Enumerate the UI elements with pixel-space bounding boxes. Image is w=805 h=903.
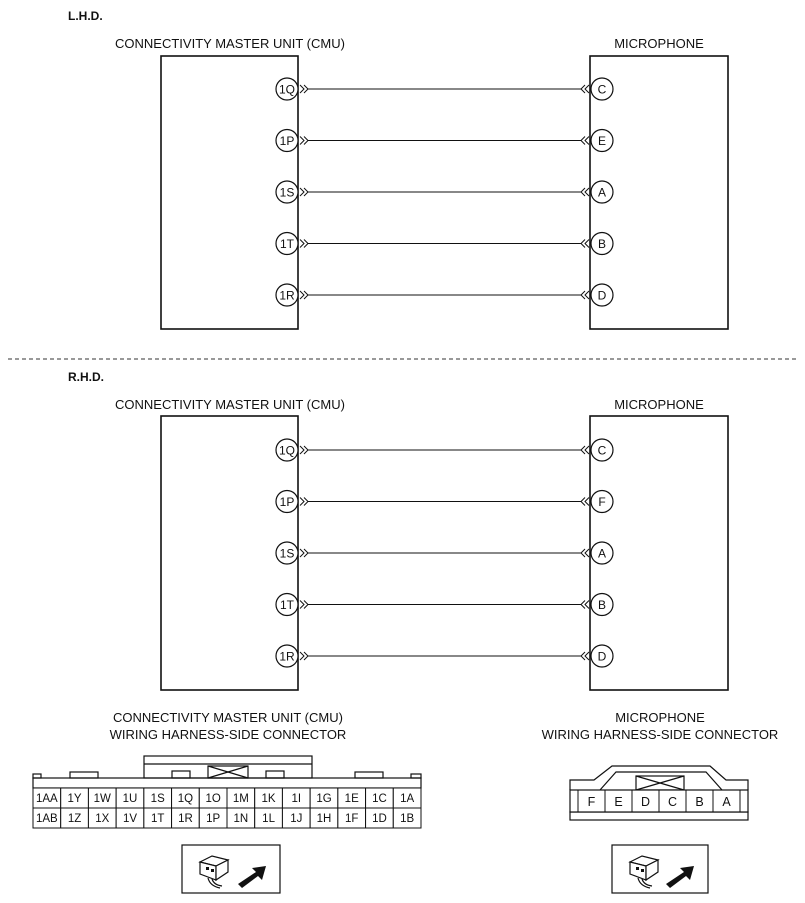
cmu-connector-pin-label: 1Z [67,813,82,825]
cmu-connector-pin-label: 1M [232,793,249,805]
mic-connector-pin-label: B [695,795,704,809]
cmu-pin-label: 1R [279,288,295,303]
rhd-wires [276,439,613,667]
cmu-pin-label: 1P [279,495,295,509]
cmu-connector-pin-label: 1T [151,813,165,825]
cmu-connector-pin-label: 1B [400,813,415,825]
cmu-pin-label: 1P [279,134,295,148]
cmu-connector-pin-label: 1J [290,813,303,825]
mic-connector-pin-label: A [722,795,731,809]
lhd-cmu-title: CONNECTIVITY MASTER UNIT (CMU) [115,36,345,51]
lhd-wires [276,78,613,306]
rhd-section [68,370,728,690]
wire-row [276,130,613,152]
wire-row [276,491,613,513]
cmu-connector-pin-label: 1W [93,793,111,805]
cmu-connector-pin-label: 1F [345,813,359,825]
cmu-connector-housing [33,756,421,788]
cmu-connector-pin-label: 1E [344,793,359,805]
mic-connector-pin-label: E [614,795,623,809]
cmu-connector-pin-label: 1G [316,793,332,805]
mic-pin-label: B [597,237,607,251]
wire-row [276,594,613,616]
rhd-cmu-title: CONNECTIVITY MASTER UNIT (CMU) [115,397,345,412]
cmu-connector-pin-label: 1L [262,813,275,825]
terminal-chevron-icon [300,652,308,660]
wire-row [276,233,613,255]
terminal-chevron-icon [581,498,589,506]
cmu-connector-title-line2: WIRING HARNESS-SIDE CONNECTOR [109,727,347,742]
lhd-mic-title: MICROPHONE [614,36,704,51]
cmu-connector-pin-label: 1AA [35,793,58,805]
cmu-connector-pin-label: 1K [261,793,276,805]
cmu-connector-icon-frame [182,845,280,893]
terminal-chevron-icon [581,652,589,660]
cmu-connector-pin-label: 1H [316,813,332,825]
wire-row [276,645,613,667]
cmu-connector-pin-label: 1X [95,813,110,825]
cmu-connector-pin-label: 1U [122,793,138,805]
terminal-chevron-icon [300,446,308,454]
terminal-chevron-icon [300,188,308,196]
cmu-pin-label: 1Q [278,443,296,458]
terminal-chevron-icon [581,240,589,248]
terminal-chevron-icon [581,188,589,196]
wire-row [276,78,613,100]
terminal-chevron-icon [581,85,589,93]
mic-pin-label: F [598,495,606,509]
mic-pin-label: B [597,598,607,612]
connector-plug-icon [630,856,658,888]
cmu-connector-pin-label: 1S [150,793,165,805]
mic-connector-pin-label: F [587,795,596,809]
terminal-chevron-icon [300,85,308,93]
mic-pin-label: C [597,82,607,97]
mic-pin-label: A [597,185,607,200]
cmu-pin-label: 1S [279,185,295,200]
cmu-connector-pin-label: 1N [233,813,249,825]
mic-pin-label: D [597,649,607,664]
mic-connector-cells [570,790,748,812]
insert-arrow-icon [238,866,266,888]
cmu-connector-title-line1: CONNECTIVITY MASTER UNIT (CMU) [113,710,343,725]
wire-row [276,542,613,564]
mic-connector-title-line2: WIRING HARNESS-SIDE CONNECTOR [541,727,779,742]
terminal-chevron-icon [581,291,589,299]
wire-row [276,181,613,203]
mic-connector-pin-label: C [667,795,678,809]
cmu-connector-pin-label: 1O [205,793,221,805]
cmu-connector-pin-label: 1P [206,813,221,825]
cmu-connector-pin-label: 1AB [35,813,58,825]
cmu-connector-pin-label: 1Q [177,793,194,805]
terminal-chevron-icon [581,601,589,609]
terminal-chevron-icon [300,549,308,557]
mic-pin-label: E [597,134,607,148]
terminal-chevron-icon [581,446,589,454]
mic-pin-label: C [597,443,607,458]
mic-connector-icon-frame [612,845,708,893]
terminal-chevron-icon [300,137,308,145]
mic-pin-label: D [597,288,607,303]
cmu-connector-pin-label: 1C [372,793,387,805]
cmu-connector-pin-label: 1V [122,813,138,825]
cmu-connector-pin-label: 1Y [67,793,82,805]
terminal-chevron-icon [300,291,308,299]
mic-connector-view [542,710,779,893]
cmu-pin-label: 1T [279,237,295,251]
mic-connector-pin-label: D [640,795,651,809]
cmu-connector-view [33,710,421,893]
wire-row [276,284,613,306]
terminal-chevron-icon [300,240,308,248]
terminal-chevron-icon [581,137,589,145]
terminal-chevron-icon [300,498,308,506]
rhd-label: R.H.D. [68,370,104,384]
cmu-connector-pin-label: 1R [178,813,193,825]
cmu-connector-pin-label: 1A [400,793,415,805]
cmu-connector-pin-label: 1I [291,793,302,805]
cmu-pin-label: 1R [279,649,295,664]
insert-arrow-icon [666,866,694,888]
mic-pin-label: A [597,546,607,561]
rhd-mic-title: MICROPHONE [614,397,704,412]
cmu-connector-pin-label: 1D [372,813,387,825]
connector-plug-icon [200,856,228,888]
lhd-section [68,9,728,329]
cmu-pin-label: 1Q [278,82,296,97]
cmu-connector-cells [33,788,421,828]
cmu-pin-label: 1S [279,546,295,561]
terminal-chevron-icon [581,549,589,557]
cmu-pin-label: 1T [279,598,295,612]
terminal-chevron-icon [300,601,308,609]
mic-connector-title-line1: MICROPHONE [615,710,705,725]
wire-row [276,439,613,461]
lhd-label: L.H.D. [68,9,103,23]
